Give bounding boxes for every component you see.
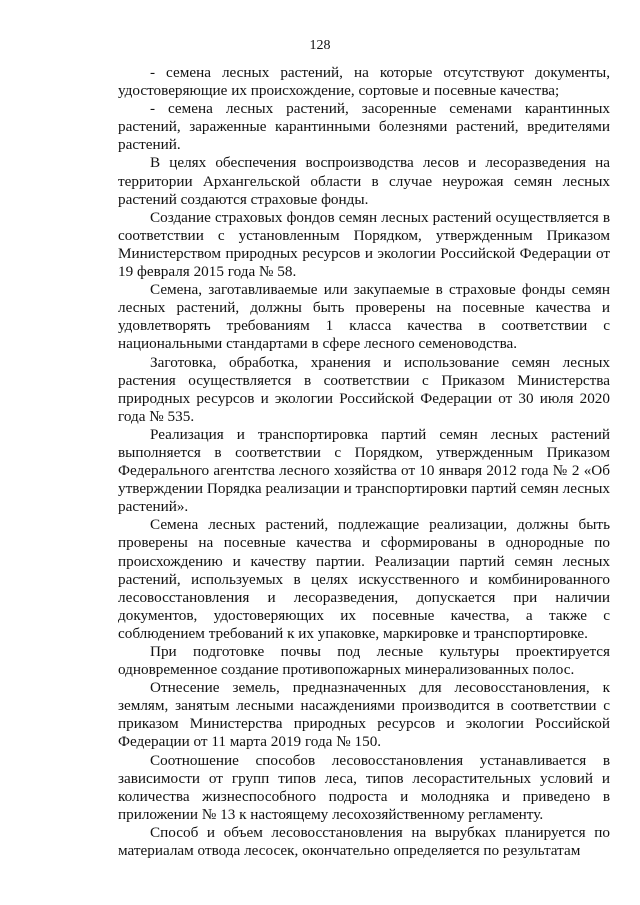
paragraph-seeds-quarantine: - семена лесных растений, засоренные семенами карантинных растений, зараженные карантинными болезнями растений, вредителями растений. [118,100,610,154]
page-number: 128 [309,38,331,53]
paragraph-fire-strips: При подготовке почвы под лесные культуры проектируется одновременное создание противопожарных минерализованных полос. [118,643,610,679]
paragraph-seed-quality: Семена, заготавливаемые или закупаемые в страховые фонды семян лесных растений, должны быть проверены на посевные качества и удовлетворять требованиям 1 класса качества в соответствии с национальными стандартами в сфере лесного семеноводства. [118,281,610,353]
paragraph-insurance-funds-purpose: В целях обеспечения воспроизводства лесов и лесоразведения на территории Архангельской области в случае неурожая семян лесных растений создаются страховые фонды. [118,154,610,208]
paragraph-insurance-funds-order: Создание страховых фондов семян лесных растений осуществляется в соответствии с установленным Порядком, утвержденным Приказом Министерством природных ресурсов и экологии Российской Федерации от 19 февраля 2015 года № 58. [118,208,610,281]
paragraph-seed-processing: Заготовка, обработка, хранения и использование семян лесных растения осуществляется в соответствии с Приказом Министерства природных ресурсов и экологии Российской Федерации от 30 июля 2020 года № 535. [118,353,610,425]
paragraph-reforestation-methods: Соотношение способов лесовосстановления устанавливается в зависимости от групп типов леса, типов лесорастительных условий и количества жизнеспособного подроста и молодняка и приведено в приложении № 13 к настоящему лесохозяйственному регламенту. [118,751,610,823]
paragraph-seeds-without-documents: - семена лесных растений, на которые отсутствуют документы, удостоверяющие их происхождение, сортовые и посевные качества; [118,64,610,100]
document-body [118,64,610,860]
paragraph-land-classification: Отнесение земель, предназначенных для лесовосстановления, к землям, занятым лесными насаждениями производится в соответствии с приказом Министерства природных ресурсов и экологии Российской Федерации от 11 марта 2019 года № 150. [118,679,610,751]
paragraph-seed-sale-requirements: Семена лесных растений, подлежащие реализации, должны быть проверены на посевные качества и сформированы в однородные по происхождению и качеству партии. Реализации партий семян лесных растений, используемых в целях искусственного и комбинированного лесовосстановления и лесоразведения, допускается при наличии документов, удостоверяющих их посевные качества, а также с соблюдением требований к их упаковке, маркировке и транспортировке. [118,516,610,642]
paragraph-reforestation-volume: Способ и объем лесовосстановления на вырубках планируется по материалам отвода лесосек, окончательно определяется по результатам [118,823,610,860]
paragraph-seed-transport: Реализация и транспортировка партий семян лесных растений выполняется в соответствии с Порядком, утвержденным Приказом Федерального агентства лесного хозяйства от 10 января 2012 года № 2 «Об утверждении Порядка реализации и транспортировки партий семян лесных растений». [118,425,610,516]
